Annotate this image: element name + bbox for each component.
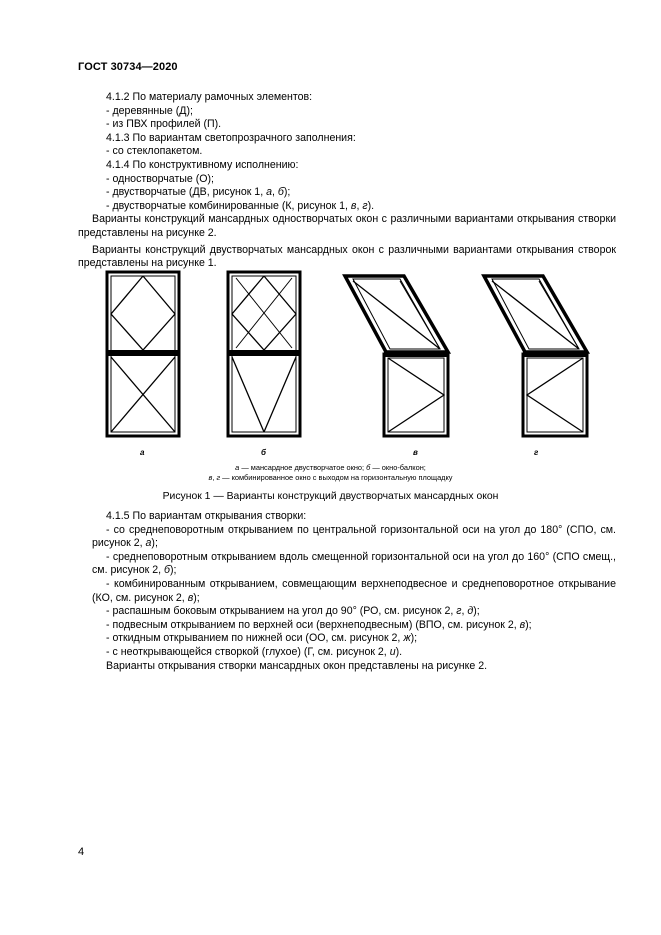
list-item	[92, 578, 616, 605]
list-item	[92, 105, 616, 119]
list-item	[92, 646, 616, 660]
list-item-text: );	[169, 564, 177, 577]
list-item-text: );	[410, 632, 418, 645]
legend-ref: в	[208, 473, 213, 482]
dash: -	[106, 118, 110, 131]
list-item-text: деревянные (Д);	[112, 104, 193, 117]
figure-title: Рисунок 1 — Варианты конструкций двустворчатых мансардных окон	[162, 491, 499, 502]
figure-ref: и	[389, 645, 396, 658]
figure-ref: г	[456, 605, 462, 618]
clause-4-1-2-title: 4.1.2 По материалу рамочных элементов:	[106, 91, 313, 103]
window-b	[228, 272, 300, 436]
clause-4-1-5-title: 4.1.5 По вариантам открывания створки:	[106, 510, 307, 522]
list-item-text: с неоткрывающейся створкой (глухое) (Г, см. рисунок 2,	[112, 645, 390, 658]
figure-label-v: в	[413, 448, 418, 457]
list-item-text: двустворчатые комбинированные (К, рисунок 1,	[112, 199, 351, 212]
list-item-text: );	[473, 605, 480, 618]
list-item	[92, 200, 616, 214]
figure-ref: ж	[403, 632, 411, 645]
list-item-text: среднеповоротным открыванием вдоль смещенной горизонтальной оси на угол до 160° (СПО смещ., см. рисунок 2,	[92, 550, 616, 577]
dash: -	[106, 104, 110, 117]
dash: -	[106, 645, 110, 658]
list-item-text: ).	[367, 199, 375, 212]
dash: -	[106, 523, 110, 536]
legend-text: — комбинированное окно с выходом на горизонтальную площадку	[220, 473, 453, 482]
legend-ref: а	[235, 463, 240, 472]
dash: -	[106, 605, 110, 618]
figure-ref: б	[163, 564, 170, 577]
list-item-text: );	[151, 537, 158, 550]
figure-ref: в	[519, 618, 526, 631]
figure-legend-line-1	[0, 463, 661, 473]
list-item	[92, 551, 616, 578]
paragraph: Варианты конструкций мансардных одностворчатых окон с различными вариантами открывания створки представлены на рисунке 2.	[78, 213, 616, 239]
clause-4-1-3-title: 4.1.3 По вариантам светопрозрачного заполнения:	[106, 131, 356, 144]
figure-ref: д	[467, 605, 474, 618]
figure-ref: в	[187, 591, 194, 604]
figure-ref: в	[350, 199, 357, 212]
dash: -	[106, 186, 110, 199]
dash: -	[106, 550, 110, 563]
list-item	[92, 145, 616, 159]
list-item-text: ).	[395, 645, 403, 658]
separator: ,	[461, 605, 468, 618]
dash: -	[106, 632, 110, 645]
list-item-text: );	[525, 618, 532, 631]
dash: -	[106, 618, 110, 631]
legend-text: — мансардное двустворчатое окно;	[239, 463, 367, 472]
list-item-text: распашным боковым открыванием на угол до 90° (РО, см. рисунок 2,	[112, 605, 457, 618]
list-item-text: двустворчатые (ДВ, рисунок 1,	[112, 186, 267, 199]
dash: -	[106, 577, 110, 590]
figure-label-b: б	[261, 448, 266, 457]
list-item	[92, 186, 616, 200]
window-a	[107, 272, 179, 436]
list-item-text: комбинированным открыванием, совмещающим верхнеподвесное и среднеповоротное открывание (КО, см. рисунок 2,	[92, 577, 616, 604]
list-item-text: );	[283, 186, 291, 199]
figure-legend-line-2	[0, 473, 661, 483]
list-item	[92, 524, 616, 551]
window-v	[345, 276, 448, 436]
paragraph: Варианты конструкций двустворчатых мансардных окон с различными вариантами открывания створок представлены на рисунке 1.	[78, 243, 616, 270]
list-item-text: подвесным открыванием по верхней оси (верхнеподвесным) (ВПО, см. рисунок 2,	[112, 618, 520, 631]
closing-paragraph: Варианты открывания створки мансардных окон представлены на рисунке 2.	[106, 659, 488, 672]
section-4-1-5	[92, 510, 616, 673]
list-item	[92, 173, 616, 187]
list-item	[92, 619, 616, 633]
list-item	[92, 632, 616, 646]
dash: -	[106, 145, 110, 158]
clause-4-1-4-title: 4.1.4 По конструктивному исполнению:	[106, 158, 299, 171]
figure-ref: а	[266, 186, 272, 199]
list-item-text: );	[193, 591, 200, 604]
legend-text: — окно-балкон;	[370, 463, 426, 472]
list-item-text: одностворчатые (О);	[112, 172, 214, 185]
figure-ref: б	[277, 186, 284, 199]
page-number: 4	[78, 846, 85, 858]
list-item-text: со стеклопакетом.	[112, 145, 203, 158]
list-item	[92, 605, 616, 619]
legend-ref: б	[366, 463, 371, 472]
figure-label-g: г	[534, 448, 539, 457]
figure-ref: г	[362, 199, 368, 212]
document-code: ГОСТ 30734—2020	[78, 61, 178, 73]
separator: ,	[356, 199, 363, 212]
list-item-text: откидным открыванием по нижней оси (ОО, см. рисунок 2,	[112, 632, 404, 645]
list-item-text: со среднеповоротным открыванием по центральной горизонтальной оси на угол до 180° (СПО, см. рисунок 2,	[92, 523, 616, 550]
dash: -	[106, 172, 110, 185]
figure-ref: а	[145, 537, 152, 550]
list-item	[92, 118, 616, 132]
figure-1-drawing	[0, 268, 661, 468]
list-item-text: из ПВХ профилей (П).	[112, 118, 222, 131]
window-g	[484, 276, 587, 436]
dash: -	[106, 199, 110, 212]
section-4-1-2-to-4-1-4	[78, 91, 616, 271]
figure-label-a: а	[140, 448, 145, 457]
separator: ,	[212, 473, 217, 482]
legend-ref: г	[216, 473, 221, 482]
separator: ,	[272, 186, 278, 199]
